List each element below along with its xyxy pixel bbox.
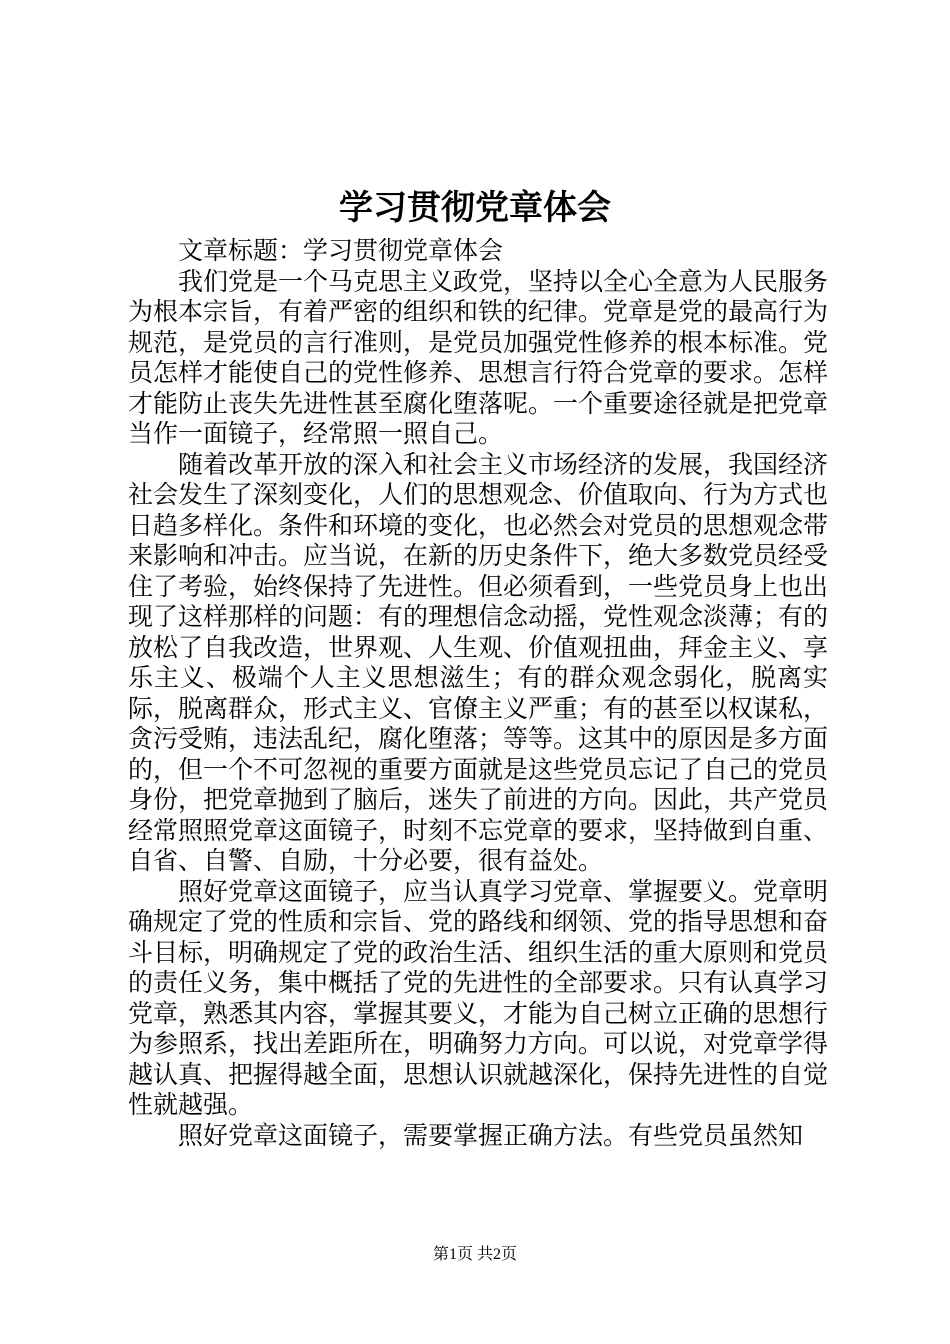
paragraph: 照好党章这面镜子，应当认真学习党章、掌握要义。党章明确规定了党的性质和宗旨、党的路线和纲领、党的指导思想和奋斗目标，明确规定了党的政治生活、组织生活的重大原则和党员的责任义务，集中概括了党的先进性的全部要求。只有认真学习党章，熟悉其内容，掌握其要义，才能为自己树立正确的思想行为参照系，找出差距所在，明确努力方向。可以说，对党章学得越认真、把握得越全面，思想认识就越深化，保持先进性的自觉性就越强。: [128, 876, 829, 1119]
page-number-footer: 第1页 共2页: [432, 1246, 517, 1263]
document-body: [128, 236, 828, 1151]
article-title-line: 文章标题：学习贯彻党章体会: [178, 236, 504, 265]
paragraph: 随着改革开放的深入和社会主义市场经济的发展，我国经济社会发生了深刻变化，人们的思想观念、价值取向、行为方式也日趋多样化。条件和环境的变化，也必然会对党员的思想观念带来影响和冲击。应当说，在新的历史条件下，绝大多数党员经受住了考验，始终保持了先进性。但必须看到，一些党员身上也出现了这样那样的问题：有的理想信念动摇，党性观念淡薄；有的放松了自我改造，世界观、人生观、价值观扭曲，拜金主义、享乐主义、极端个人主义思想滋生；有的群众观念弱化，脱离实际，脱离群众，形式主义、官僚主义严重；有的甚至以权谋私，贪污受贿，违法乱纪，腐化堕落；等等。这其中的原因是多方面的，但一个不可忽视的重要方面就是这些党员忘记了自己的党员身份，把党章抛到了脑后，迷失了前进的方向。因此，共产党员经常照照党章这面镜子，时刻不忘党章的要求，坚持做到自重、自省、自警、自励，十分必要，很有益处。: [128, 449, 829, 875]
document-title: 学习贯彻党章体会: [339, 188, 611, 228]
paragraph: 我们党是一个马克思主义政党，坚持以全心全意为人民服务为根本宗旨，有着严密的组织和铁的纪律。党章是党的最高行为规范，是党员的言行准则，是党员加强党性修养的根本标准。党员怎样才能使自己的党性修养、思想言行符合党章的要求。怎样才能防止丧失先进性甚至腐化堕落呢。一个重要途径就是把党章当作一面镜子，经常照一照自己。: [128, 266, 829, 448]
paragraph: 照好党章这面镜子，需要掌握正确方法。有些党员虽然知: [178, 1120, 804, 1150]
